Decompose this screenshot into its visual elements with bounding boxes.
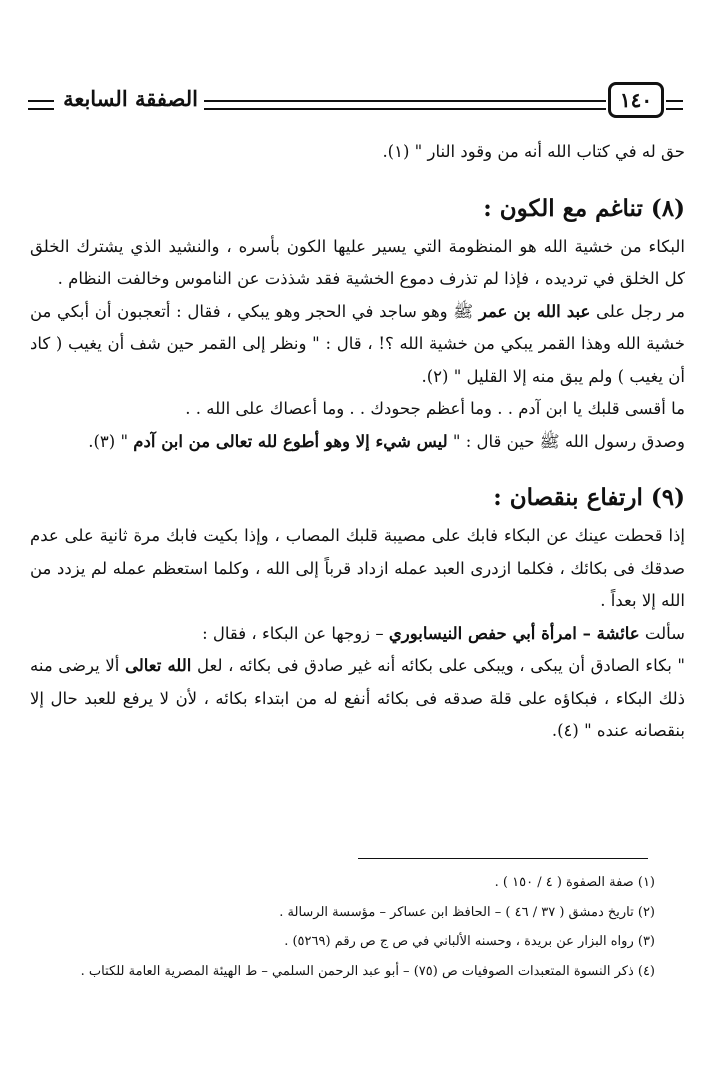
text-run: " (٣). — [88, 431, 129, 451]
footnotes — [30, 868, 655, 986]
paragraph: حق له في كتاب الله أنه من وقود النار " (١). — [382, 142, 685, 161]
paragraph — [30, 618, 685, 651]
paragraph — [30, 296, 685, 394]
footnote: (٣) رواه البزار عن بريدة ، وحسنه الألباني في ص ج ص رقم (٥٢٦٩) . — [284, 934, 655, 949]
name-bold: عائشة – امرأة أبي حفص النيسابوري — [388, 623, 640, 643]
subheading: (٨) تناغم مع الكون : — [483, 194, 685, 222]
text-run: ﷺ وهو ساجد في الحجر وهو يبكي ، فقال : أتعجبون أن أبكي من خشية الله وهذا القمر يبكي من خشية الله ؟! ، قال : " ونظر إلى القمر حين شف أن يغيب ( كاد أن يغيب ) ولم يبق منه إلا القليل " (٢). — [30, 301, 685, 386]
page-header — [28, 82, 683, 122]
page-number: ١٤٠ — [608, 82, 664, 118]
text-run: سألت — [644, 623, 685, 643]
text-run: – زوجها عن البكاء ، فقال : — [202, 623, 384, 643]
header-rule — [28, 100, 54, 110]
text-run: مر رجل على — [596, 301, 686, 321]
text-run: وصدق رسول الله ﷺ حين قال : " — [452, 431, 685, 451]
subheading: (٩) ارتفاع بنقصان : — [493, 484, 685, 511]
hadith-bold: ليس شيء إلا وهو أطوع لله تعالى من ابن آدم — [133, 431, 448, 451]
section-title: الصفقة السابعة — [63, 86, 198, 111]
paragraph — [30, 426, 685, 459]
paragraph: ما أقسى قلبك يا ابن آدم . . وما أعظم جحودك . . وما أعصاك على الله . . — [185, 399, 685, 418]
footnote: (٢) تاريخ دمشق ( ٣٧ / ٤٦ ) – الحافظ ابن عساكر – مؤسسة الرسالة . — [279, 904, 655, 920]
paragraph: إذا قحطت عينك عن البكاء فابك على مصيبة قلبك المصاب ، وإذا بكيت فابك مرة ثانية على عدم صدقك فى بكائك ، فكلما ازدرى العبد عمله ازداد قرباً إلى الله ، وكلما استعظم عمله لم يزدد من الله إلا بعداً . — [30, 526, 685, 610]
footnote: (٤) ذكر النسوة المتعبدات الصوفيات ص (٧٥) – أبو عبد الرحمن السلمي – ط الهيئة المصرية العامة للكتاب . — [80, 963, 655, 979]
paragraph — [30, 650, 685, 748]
text-run: " بكاء الصادق أن يبكى ، ويبكى على بكائه أنه غير صادق فى بكائه ، لعل — [197, 656, 686, 675]
footnote-separator — [358, 858, 648, 859]
header-rule — [666, 100, 683, 110]
name-bold: عبد الله بن عمر — [478, 301, 591, 321]
name-bold: الله تعالى — [124, 656, 192, 675]
text-run: ألا يرضى منه ذلك البكاء ، فبكاؤه على قلة صدقه فى بكائه أنفع له من ابتداء بكائه ، لأن لا يرفع للعبد حال إلا بنقصانه عنده " (٤). — [30, 656, 685, 740]
header-rule — [204, 100, 606, 110]
paragraph: البكاء من خشية الله هو المنظومة التي يسير عليها الكون بأسره ، والنشيد الذي يشترك الخلق كل الخلق في ترديده ، فإذا لم تذرف دموع الخشية فقد شذذت عن الناموس وخالفت النظام . — [30, 236, 685, 288]
footnote: (١) صفة الصفوة ( ٤ / ١٥٠ ) . — [494, 875, 655, 890]
page-body — [30, 136, 685, 748]
